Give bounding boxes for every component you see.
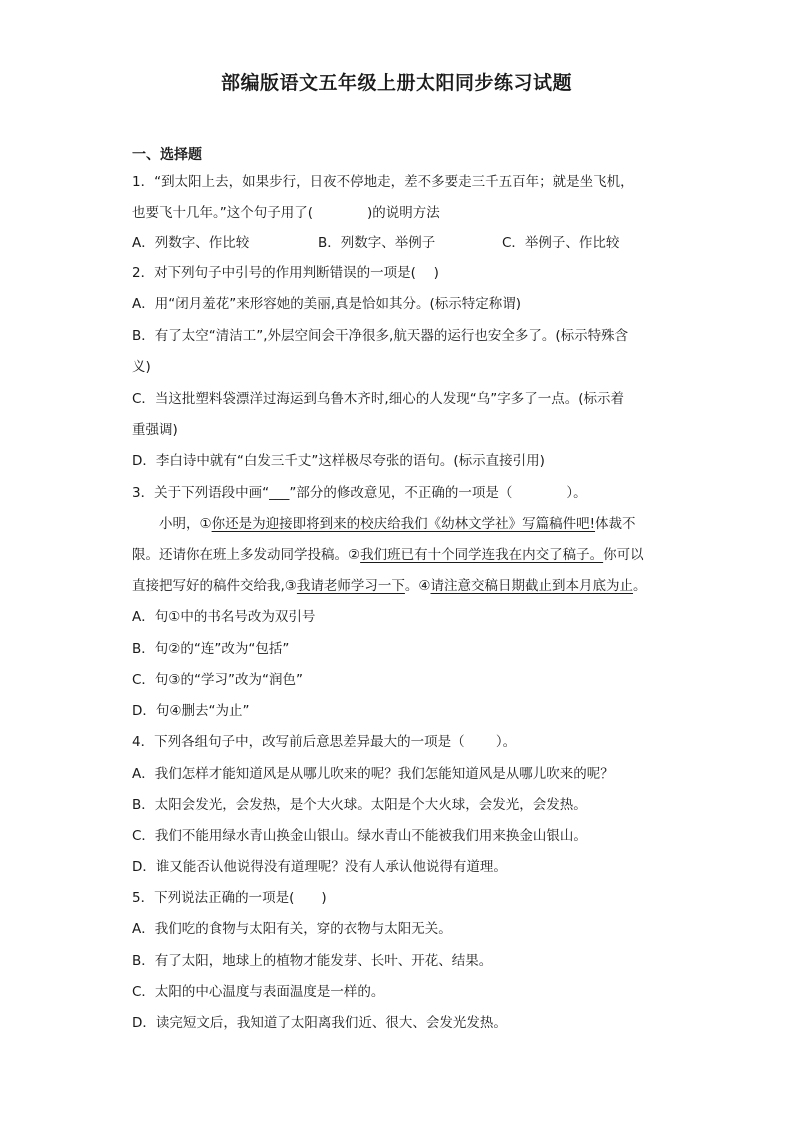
section-heading: 一、选择题 <box>132 147 202 163</box>
q1-option-c: C．举例子、作比较 <box>502 235 620 251</box>
passage-text: 。④ <box>404 578 431 594</box>
underlined-sentence-4: 请注意交稿日期截止到本月底为止 <box>430 578 634 594</box>
q1-option-b: B．列数字、举例子 <box>318 235 436 251</box>
underlined-sentence-1: 你还是为迎接即将到来的校庆给我们《幼林文学社》写篇稿件吧! <box>211 516 596 532</box>
q2-option-a: A．用“闭月羞花”来形容她的美丽,真是恰如其分。(标示特定称谓) <box>132 296 522 312</box>
q3-stem: 3．关于下列语段中画“___”部分的修改意见，不正确的一项是（ ）。 <box>132 485 587 501</box>
q1-stem-line1: 1．“到太阳上去，如果步行，日夜不停地走，差不多要走三千五百年；就是坐飞机， <box>132 174 634 190</box>
q1-option-a: A．列数字、作比较 <box>132 235 250 251</box>
q3-option-b: B．句②的“连”改为“包括” <box>132 641 290 657</box>
q2-option-c-line2: 重强调) <box>132 422 178 438</box>
passage-text: 你可以 <box>603 547 644 563</box>
passage-text: 限。还请你在班上多发动同学投稿。② <box>132 547 361 563</box>
q4-stem: 4．下列各组句子中，改写前后意思差异最大的一项是（ ）。 <box>132 734 517 750</box>
q2-option-b-line1: B．有了太空“清洁工”,外层空间会干净很多,航天器的运行也安全多了。(标示特殊含 <box>132 328 629 344</box>
q4-option-b: B．太阳会发光，会发热，是个大火球。太阳是个大火球，会发光，会发热。 <box>132 797 587 813</box>
q3-passage-line2 <box>132 545 644 565</box>
q5-option-b: B．有了太阳，地球上的植物才能发芽、长叶、开花、结果。 <box>132 953 493 969</box>
passage-text: 体裁不 <box>595 516 636 532</box>
q1-stem-line2: 也要飞十几年。”这个句子用了( )的说明方法 <box>132 205 440 221</box>
q5-option-a: A．我们吃的食物与太阳有关，穿的衣物与太阳无关。 <box>132 921 452 937</box>
passage-text: 。 <box>633 578 647 594</box>
q4-option-d: D．谁又能否认他说得没有道理呢？没有人承认他说得有道理。 <box>132 859 507 875</box>
q2-stem: 2．对下列句子中引号的作用判断错误的一项是( ) <box>132 265 439 281</box>
q2-option-d: D．李白诗中就有“白发三千丈”这样极尽夸张的语句。(标示直接引用) <box>132 453 545 469</box>
underlined-sentence-2: 我们班已有十个同学连我在内交了稿子。 <box>360 547 604 563</box>
q1-options <box>132 233 652 253</box>
passage-text: 直接把写好的稿件交给我,③ <box>132 578 297 594</box>
q4-option-a: A．我们怎样才能知道风是从哪儿吹来的呢？我们怎能知道风是从哪儿吹来的呢？ <box>132 766 614 782</box>
q5-stem: 5．下列说法正确的一项是( ) <box>132 890 327 906</box>
q5-option-d: D．读完短文后，我知道了太阳离我们近、很大、会发光发热。 <box>132 1015 507 1031</box>
underlined-sentence-3: 我请老师学习一下 <box>296 578 405 594</box>
q3-option-d: D．句④删去“为止” <box>132 703 250 719</box>
q3-passage-line1 <box>132 514 636 534</box>
q3-passage-line3 <box>132 576 647 596</box>
q2-option-c-line1: C．当这批塑料袋漂洋过海运到乌鲁木齐时,细心的人发现“乌”字多了一点。(标示着 <box>132 391 624 407</box>
q5-option-c: C．太阳的中心温度与表面温度是一样的。 <box>132 984 385 1000</box>
q3-option-a: A．句①中的书名号改为双引号 <box>132 609 316 625</box>
page-title: 部编版语文五年级上册太阳同步练习试题 <box>220 72 572 94</box>
q3-option-c: C．句③的“学习”改为“润色” <box>132 672 304 688</box>
q4-option-c: C．我们不能用绿水青山换金山银山。绿水青山不能被我们用来换金山银山。 <box>132 828 587 844</box>
passage-text: 小明，① <box>132 516 212 532</box>
q2-option-b-line2: 义) <box>132 359 151 375</box>
